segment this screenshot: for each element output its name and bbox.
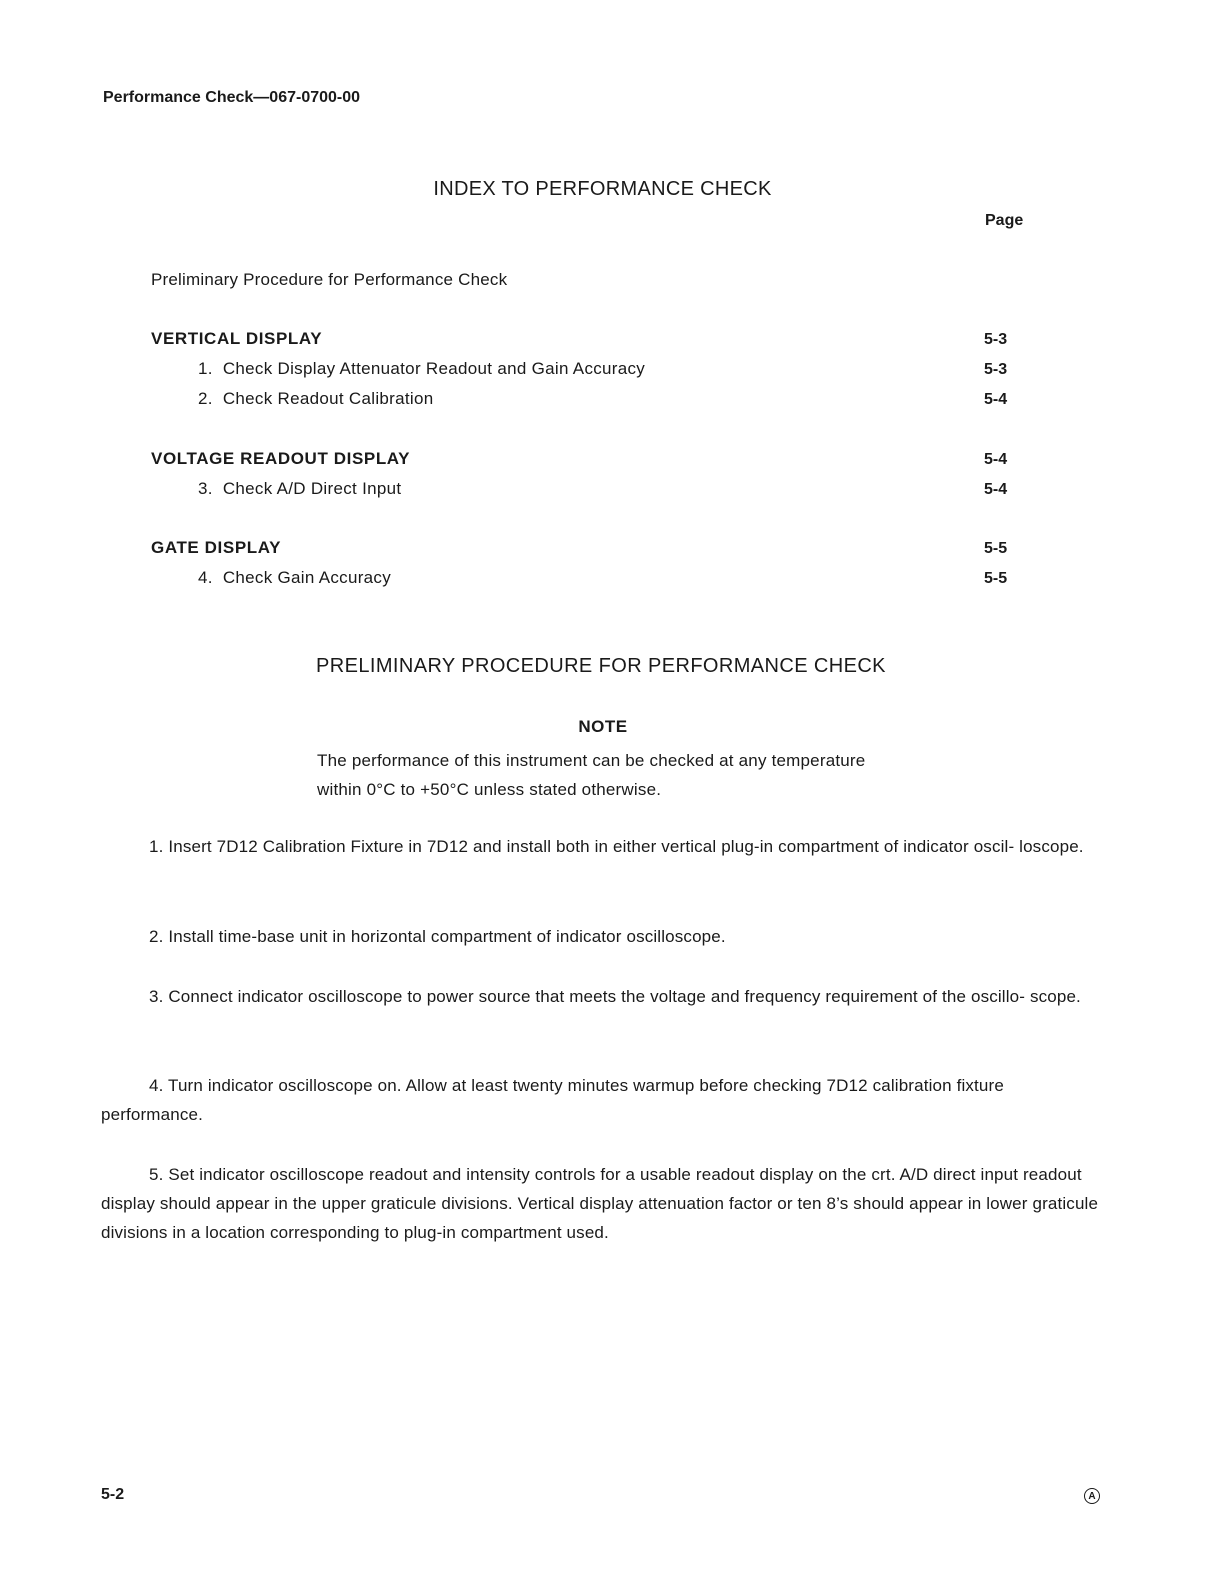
toc-section-title: VERTICAL DISPLAY xyxy=(151,329,323,348)
toc-section-voltage-readout-display xyxy=(0,449,1224,473)
procedure-step-text: 2. Install time-base unit in horizontal compartment of indicator oscilloscope. xyxy=(149,927,726,946)
toc-item-label: 4. Check Gain Accuracy xyxy=(198,568,392,587)
toc-item xyxy=(0,568,1224,592)
procedure-step-text: 5. Set indicator oscilloscope readout and intensity controls for a usable readout display on the crt. A/D direct input readout display should appear in the upper graticule divisions. Vertical display attenuation factor or ten 8’s should appear in lower graticule divisions in a location corresponding to plug-in compartment used. xyxy=(101,1165,1099,1242)
toc-page: 5-3 xyxy=(984,331,1008,348)
toc-page: 5-5 xyxy=(984,540,1008,557)
toc-page: 5-5 xyxy=(984,570,1008,587)
note-body xyxy=(317,746,917,804)
toc-preliminary-label: Preliminary Procedure for Performance Check xyxy=(151,270,508,289)
page-header: Performance Check—067-0700-00 xyxy=(103,89,361,106)
page-column-label: Page xyxy=(985,212,1024,229)
toc-section-gate-display xyxy=(0,538,1224,562)
procedure-step xyxy=(101,922,1101,951)
procedure-step xyxy=(101,1071,1101,1129)
note-line: The performance of this instrument can be checked at any temperature xyxy=(317,751,866,770)
toc-item xyxy=(0,389,1224,413)
toc-page: 5-3 xyxy=(984,361,1008,378)
toc-preliminary xyxy=(0,270,1224,294)
note-line: within 0°C to +50°C unless stated otherwise. xyxy=(317,780,662,799)
procedure-step-text: 3. Connect indicator oscilloscope to power source that meets the voltage and frequency requirement of the oscillo- scope. xyxy=(149,987,1081,1006)
toc-section-title: VOLTAGE READOUT DISPLAY xyxy=(151,449,411,468)
procedure-step-text: 4. Turn indicator oscilloscope on. Allow at least twenty minutes warmup before checking 7D12 calibration fixture performance. xyxy=(101,1076,1004,1124)
toc-section-title: GATE DISPLAY xyxy=(151,538,282,557)
toc-page: 5-4 xyxy=(984,451,1008,468)
page-number: 5-2 xyxy=(101,1486,125,1503)
index-title: INDEX TO PERFORMANCE CHECK xyxy=(433,178,772,200)
toc-item xyxy=(0,479,1224,503)
note-heading: NOTE xyxy=(578,717,628,736)
toc-page: 5-4 xyxy=(984,391,1008,408)
toc-section-vertical-display xyxy=(0,329,1224,353)
toc-item-label: 2. Check Readout Calibration xyxy=(198,389,434,408)
procedure-step xyxy=(101,1160,1101,1247)
toc-item xyxy=(0,359,1224,383)
toc-item-label: 1. Check Display Attenuator Readout and Gain Accuracy xyxy=(198,359,646,378)
toc-page: 5-4 xyxy=(984,481,1008,498)
procedure-step xyxy=(101,832,1101,861)
section-title: PRELIMINARY PROCEDURE FOR PERFORMANCE CHECK xyxy=(316,655,886,677)
revision-mark-icon: A xyxy=(1084,1488,1100,1504)
procedure-step-text: 1. Insert 7D12 Calibration Fixture in 7D12 and install both in either vertical plug-in compartment of indicator oscil- loscope. xyxy=(149,837,1084,856)
toc-item-label: 3. Check A/D Direct Input xyxy=(198,479,402,498)
procedure-step xyxy=(101,982,1101,1011)
